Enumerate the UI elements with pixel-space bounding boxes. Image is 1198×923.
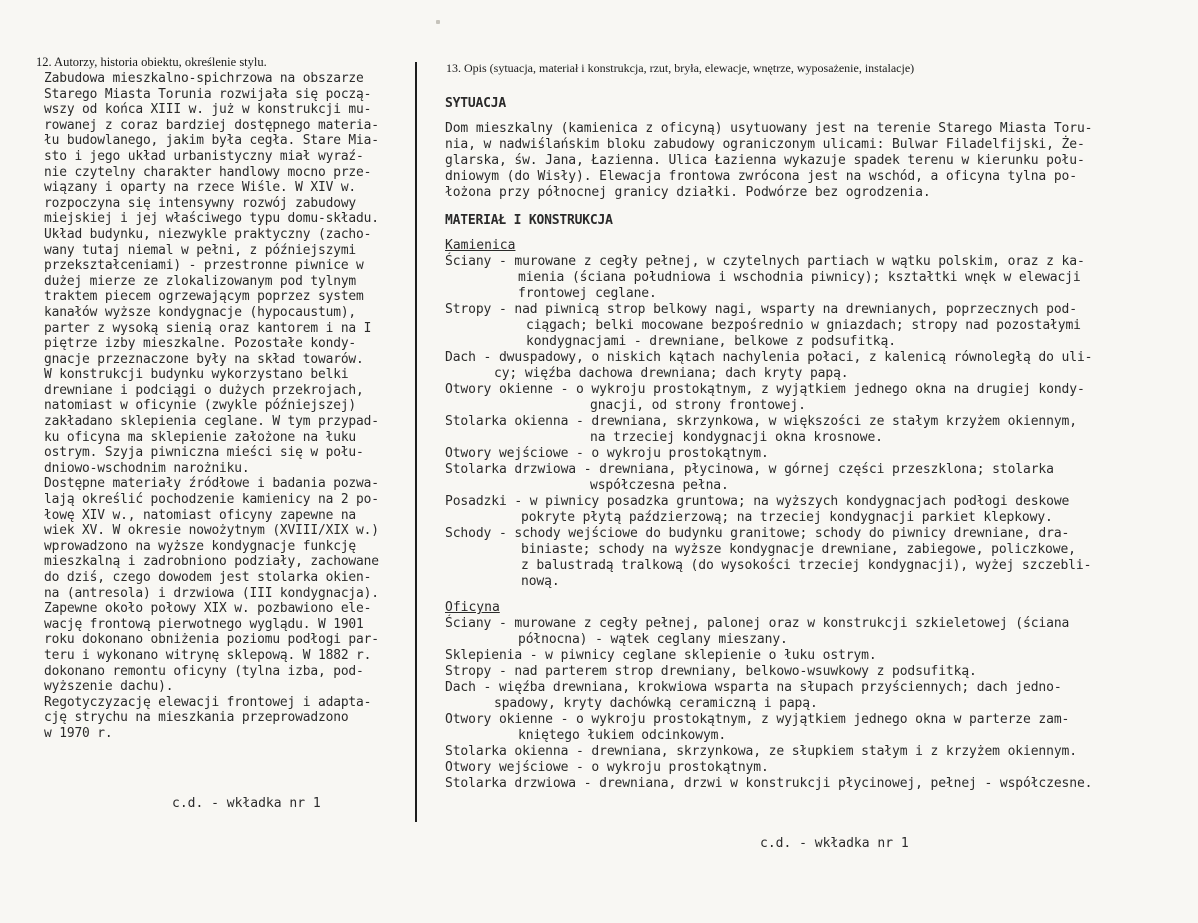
text-line: Dach - dwuspadowy, o niskich kątach nachylenia połaci, z kalenicą równoległą do uli- [445,350,1093,365]
text-line: Zapewne około połowy XIX w. pozbawiono ele- [44,601,372,617]
text-line: nową. [521,574,560,589]
text-line: Sklepienia - w piwnicy ceglane sklepienie o łuku ostrym. [445,648,877,663]
text-line: Starego Miasta Torunia rozwijała się począ- [44,86,372,102]
text-line: zakładano sklepienia ceglane. W tym przypad- [44,414,379,430]
text-line: łowę XIV w., natomiast oficyny zapewne na [44,507,357,523]
text-line: sto i jego układ urbanistyczny miał wyraź- [44,148,364,164]
text-line: wany tutaj niemal w pełni, z późniejszymi [44,242,357,258]
text-line: Otwory okienne - o wykroju prostokątnym, z wyjątkiem jednego okna w parterze zam- [445,712,1070,727]
text-line: ostrym. Szyja piwniczna mieści się w połu- [44,445,364,461]
text-line: Posadzki - w piwnicy posadzka gruntowa; na wyższych kondygnacjach podłogi deskowe [445,494,1070,509]
text-line: teru i wykonano witrynę sklepową. W 1882 r. [44,647,372,663]
text-line: Otwory wejściowe - o wykroju prostokątnym. [445,760,769,775]
text-line: wyższenie dachu). [44,679,174,695]
text-line: ku oficyna ma sklepienie założone na łuku [44,429,357,445]
text-line: Dostępne materiały źródłowe i badania pozwa- [44,476,379,492]
text-line: mienia (ściana południowa i wschodnia piwnicy); kształtki wnęk w elewacji [518,270,1081,285]
text-line: spadowy, kryty dachówką ceramiczną i papą. [494,696,818,711]
text-line: pokryte płytą paździerzową; na trzeciej kondygnacji parkiet klepkowy. [521,510,1053,525]
text-line: Stolarka drzwiowa - drewniana, drzwi w konstrukcji płycinowej, pełnej - współczesne. [445,776,1093,791]
text-line: łożona przy północnej granicy działki. Podwórze bez ogrodzenia. [445,185,931,200]
text-line: na (antresola) i drzwiowa (III kondygnacja). [44,585,379,601]
text-line: Układ budynku, niezwykle praktyczny (zacho- [44,226,372,242]
text-line: glarska, św. Jana, Łazienna. Ulica Łazienna wykazuje spadek terenu w kierunku połu- [445,153,1085,168]
text-line: kondygnacjami - drewniane, belkowe z podsufitką. [526,334,896,349]
text-line: wszy od końca XIII w. już w konstrukcji mu- [44,102,372,118]
text-line: nie czytelny charakter handlowy mocno prze- [44,164,372,180]
text-line: współczesna pełna. [590,478,729,493]
text-line: W konstrukcji budynku wykorzystano belki [44,367,349,383]
text-line: łu budowlanego, jakim była cegła. Stare Mia- [44,133,379,149]
text-line: Dach - więźba drewniana, krokwiowa wsparta na słupach przyściennych; dach jedno- [445,680,1062,695]
text-line: kniętego łukiem odcinkowym. [518,728,727,743]
text-line: Otwory okienne - o wykroju prostokątnym, z wyjątkiem jednego okna na drugiej kondy- [445,382,1085,397]
text-line: wprowadzono na wyższe kondygnacje funkcję [44,538,357,554]
sytuacja-title: SYTUACJA [445,96,507,111]
text-line: roku dokonano obniżenia poziomu podłogi par- [44,632,379,648]
text-line: północna) - wątek ceglany mieszany. [518,632,788,647]
text-line: Ściany - murowane z cegły pełnej, palonej oraz w konstrukcji szkieletowej (ściana [445,616,1070,631]
text-line: mieszkalną i zadrobniono podziały, zachowane [44,554,379,570]
text-line: do dziś, czego dowodem jest stolarka okien- [44,570,372,585]
text-line: wiązany i oparty na rzece Wiśle. W XIV w. [44,180,357,196]
text-line: Zabudowa mieszkalno-spichrzowa na obszarze [44,71,364,86]
right-continued-note: c.d. - wkładka nr 1 [760,836,909,851]
text-line: lają określić pochodzenie kamienicy na 2 po- [44,492,379,508]
text-line: Ściany - murowane z cegły pełnej, w czytelnych partiach w wątku polskim, oraz z ka- [445,254,1085,269]
column-divider [415,62,417,822]
text-line: w 1970 r. [44,725,113,741]
description-text [445,96,1190,792]
text-line: Regotyczyzację elewacji frontowej i adapta- [44,694,372,710]
text-line: nia, w nadwiślańskim bloku zabudowy ograniczonym ulicami: Bulwar Filadelfijski, Że- [445,137,1085,152]
text-line: miejskiej i jej właściwego typu domu-składu. [44,211,379,227]
text-line: Stropy - nad parterem strop drewniany, belkowo-wsuwkowy z podsufitką. [445,664,977,679]
paper-mark [436,20,440,24]
section-12-heading: 12. Autorzy, historia obiektu, określenie stylu. [36,55,267,69]
text-line: kanałów wyższe kondygnacje (hypocaustum), [44,304,357,320]
text-line: gnacje przeznaczone były na skład towarów. [44,351,364,367]
text-line: wację frontową pierwotnego wyglądu. W 1901 [44,616,364,632]
text-line: cję strychu na mieszkania przeprowadzono [44,710,349,726]
left-continued-note: c.d. - wkładka nr 1 [172,796,321,811]
text-line: Stolarka okienna - drewniana, skrzynkowa, w większości ze stałym krzyżem okiennym, [445,414,1077,429]
text-line: frontowej ceglane. [518,286,657,301]
material-title: MATERIAŁ I KONSTRUKCJA [445,213,613,228]
text-line: dokonano remontu oficyny (tylna izba, pod- [44,663,364,679]
text-line: piętrze izby mieszkalne. Pozostałe kondy- [44,336,357,352]
text-line: Stropy - nad piwnicą strop belkowy nagi, wsparty na drewnianych, poprzecznych pod- [445,302,1077,317]
text-line: przekształceniami) - przestronne piwnice w [44,258,364,274]
text-line: na trzeciej kondygnacji okna krosnowe. [590,430,883,445]
section-13-heading: 13. Opis (sytuacja, materiał i konstrukcja, rzut, bryła, elewacje, wnętrze, wyposażenie, instalacje) [446,61,915,75]
text-line: Schody - schody wejściowe do budynku granitowe; schody do piwnicy drewniane, dra- [445,526,1070,541]
text-line: Dom mieszkalny (kamienica z oficyną) usytuowany jest na terenie Starego Miasta Toru- [445,121,1093,136]
text-line: ciągach; belki mocowane bezpośrednio w gniazdach; stropy nad pozostałymi [526,318,1081,333]
text-line: biniaste; schody na wyższe kondygnacje drewniane, zabiegowe, policzkowe, [521,542,1076,557]
text-line: rowanej z coraz bardziej dostępnego materia- [44,117,379,133]
text-line: natomiast w oficynie (zwykle późniejszej) [44,398,357,414]
kamienica-subtitle: Kamienica [445,238,516,253]
text-line: dużej mierze ze zlokalizowanym pod tylnym [44,273,357,289]
text-line: Stolarka drzwiowa - drewniana, płycinowa, w górnej części przeszklona; stolarka [445,462,1054,477]
text-line: cy; więźba dachowa drewniana; dach kryty papą. [494,366,849,381]
history-text [44,71,416,742]
text-line: parter z wysoką sienią oraz kantorem i na I [44,320,372,336]
text-line: traktem piecem ogrzewającym poprzez system [44,289,364,305]
oficyna-subtitle: Oficyna [445,600,500,615]
text-line: Stolarka okienna - drewniana, skrzynkowa, ze słupkiem stałym i z krzyżem okiennym. [445,744,1077,759]
text-line: dniowo-wschodnim narożniku. [44,460,250,476]
text-line: gnacji, od strony frontowej. [590,398,806,413]
text-line: z balustradą tralkową (do wysokości trzeciej kondygnacji), wyżej szczebli- [521,558,1092,573]
text-line: wiek XV. W okresie nowożytnym (XVIII/XIX w.) [44,523,379,539]
text-line: dniowym (do Wisły). Elewacja frontowa zwrócona jest na wschód, a oficyna tylna po- [445,169,1077,184]
text-line: drewniane i podciągi o dużych przekrojach, [44,382,364,398]
text-line: rozpoczyna się intensywny rozwój zabudowy [44,195,357,211]
text-line: Otwory wejściowe - o wykroju prostokątnym. [445,446,769,461]
